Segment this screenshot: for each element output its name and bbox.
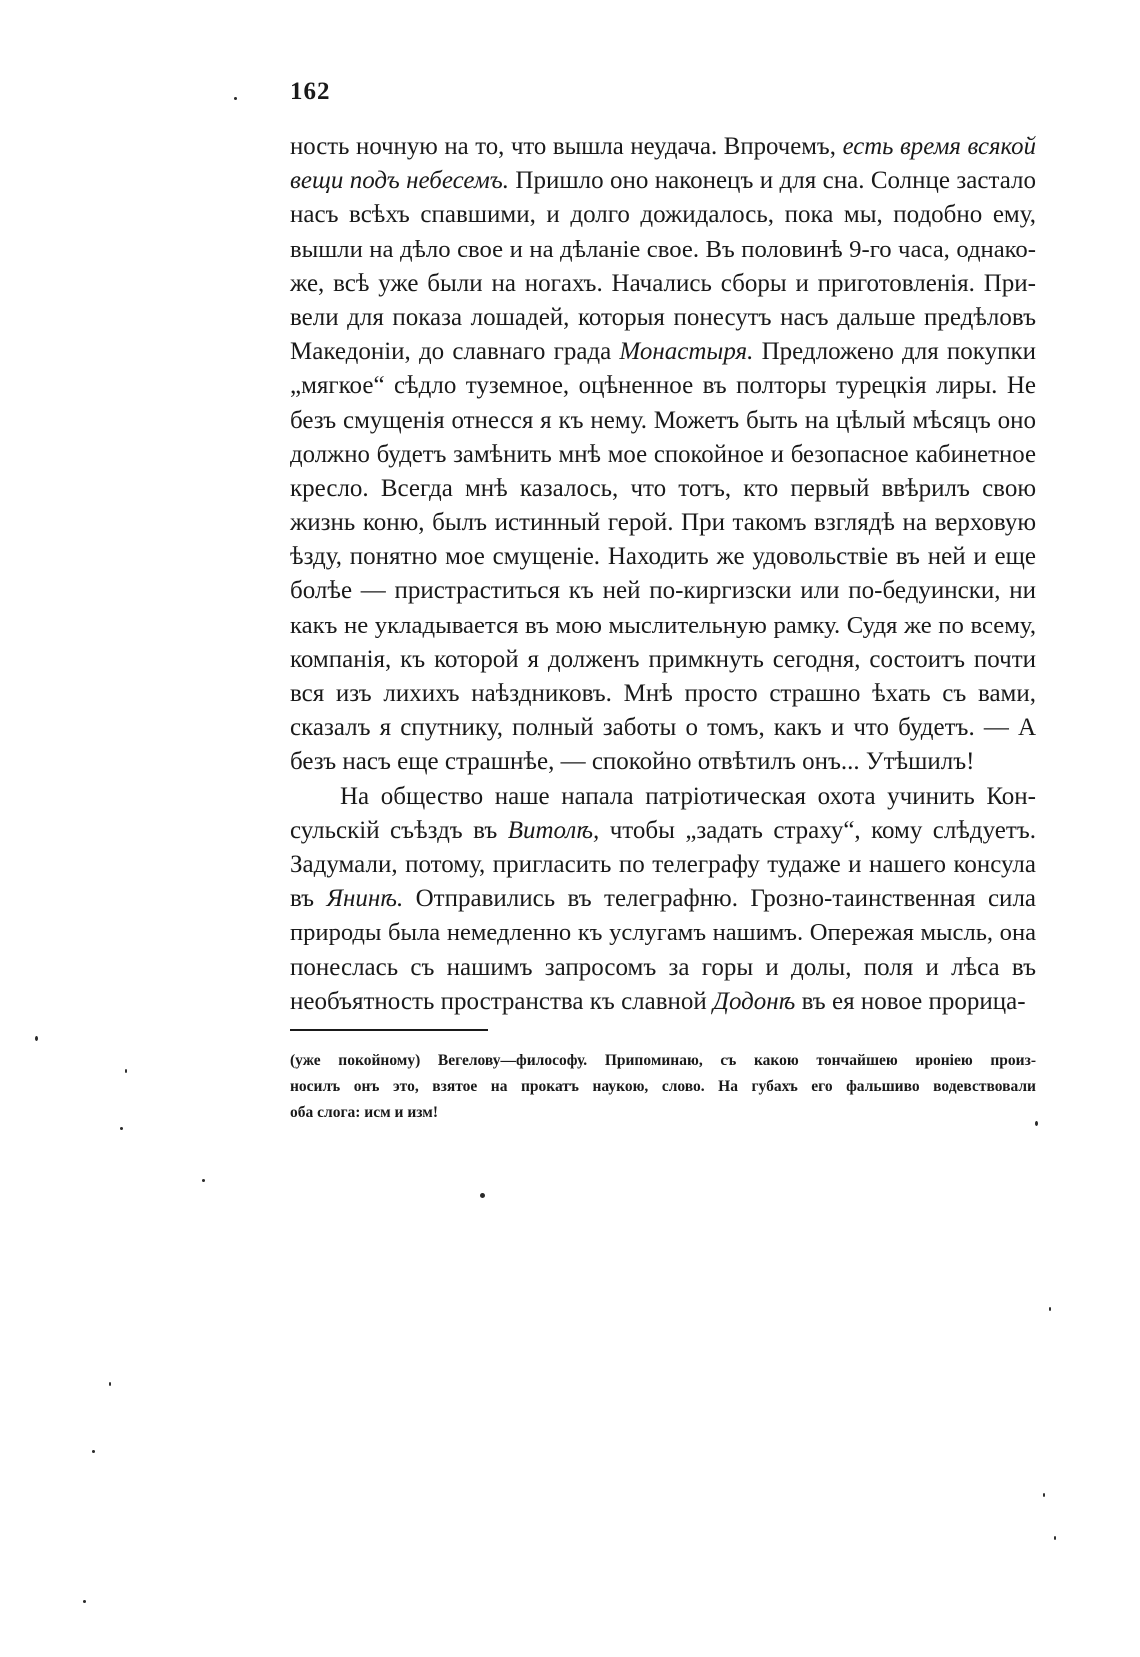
scan-speck — [234, 97, 237, 100]
text-run: безъ насъ еще страшнѣе, — спокойно отвѣтилъ онъ... Утѣшилъ! — [290, 748, 975, 776]
scan-speck — [1035, 1121, 1038, 1126]
text-run: компанія, къ которой я долженъ примкнуть сегодня, состоитъ почти — [290, 645, 1036, 673]
text-run: ность ночную на то, что вышла неудача. Впрочемъ, — [290, 133, 843, 160]
scan-speck — [480, 1193, 485, 1198]
text-line — [290, 745, 1036, 779]
text-line — [290, 130, 1036, 164]
text-run: Предложено для покупки — [753, 338, 1036, 366]
text-run: болѣе — пристраститься къ ней по-киргизски или по-бедуински, ни — [290, 577, 1036, 605]
text-run: Македоніи, до славнаго града — [290, 338, 620, 366]
text-run: сказалъ я спутнику, полный заботы о томъ, какъ и что будетъ. — А — [290, 714, 1036, 742]
scan-speck — [92, 1450, 95, 1453]
text-line — [290, 643, 1036, 677]
page-number: 162 — [290, 78, 331, 105]
main-text — [290, 130, 1036, 1019]
text-run: необъятность пространства къ славной — [290, 987, 714, 1015]
text-run: кресло. Всегда мнѣ казалось, что тотъ, кто первый ввѣрилъ свою — [290, 474, 1036, 502]
footnote-line: носилъ онъ это, взятое на прокатъ наукою, слово. На губахъ его фальшиво водевствовали — [290, 1078, 1036, 1095]
text-line — [290, 301, 1036, 335]
text-run: Задумали, потому, пригласить по телеграфу тудаже и нашего консула — [290, 850, 1036, 878]
scan-speck — [202, 1179, 205, 1182]
text-line — [290, 711, 1036, 745]
text-line — [290, 438, 1036, 472]
text-line — [290, 916, 1036, 950]
text-run: какъ не укладывается въ мою мыслительную рамку. Судя же по всему, — [290, 611, 1036, 639]
text-line — [290, 233, 1036, 267]
text-line — [290, 609, 1036, 643]
italic-text: Монастыря. — [619, 338, 754, 366]
text-run: вся изъ лихихъ наѣздниковъ. Мнѣ просто страшно ѣхать съ вами, — [290, 680, 1036, 707]
text-run: жизнь коню, былъ истинный герой. При такомъ взглядѣ на верховую — [290, 509, 1036, 537]
text-run: же, всѣ уже были на ногахъ. Начались сборы и приготовленія. При- — [290, 269, 1036, 297]
footnote-divider — [290, 1029, 488, 1031]
text-run: На общество наше напала патріотическая охота учинить Кон- — [340, 782, 1036, 810]
scan-speck — [1049, 1307, 1051, 1311]
scan-speck — [125, 1069, 127, 1073]
scan-speck — [1043, 1493, 1045, 1497]
text-run: въ — [290, 885, 327, 913]
text-line — [290, 814, 1036, 848]
text-run: понеслась съ нашимъ запросомъ за горы и долы, поля и лѣса въ — [290, 953, 1036, 981]
text-line — [290, 164, 1036, 198]
italic-text: есть время всякой — [842, 133, 1036, 160]
text-line — [290, 985, 1036, 1019]
text-line — [290, 335, 1036, 369]
text-line — [290, 540, 1036, 574]
text-line — [290, 677, 1036, 711]
text-line — [290, 198, 1036, 232]
text-run: Отправились въ телеграфню. Грозно-таинственная сила — [403, 885, 1037, 913]
text-line — [290, 472, 1036, 506]
text-line — [290, 267, 1036, 301]
text-run: чтобы „задать страху“, кому слѣдуетъ. — [599, 816, 1037, 844]
text-line — [290, 882, 1036, 916]
text-line — [290, 506, 1036, 540]
footnote-line: (уже покойному) Вегелову—философу. Припоминаю, съ какою тончайшею ироніею произ- — [290, 1052, 1036, 1069]
scan-speck — [83, 1600, 86, 1603]
text-line — [290, 404, 1036, 438]
footnote-line: оба слога: исм и изм! — [290, 1104, 438, 1121]
footnote-block — [290, 1048, 1036, 1126]
scan-speck — [1054, 1536, 1056, 1540]
text-run: ѣзду, понятно мое смущеніе. Находить же удовольствіе въ ней и еще — [290, 543, 1036, 571]
italic-text: Додонѣ — [713, 987, 796, 1015]
text-run: природы была немедленно къ услугамъ нашимъ. Опережая мысль, она — [290, 919, 1036, 947]
text-run: вышли на дѣло свое и на дѣланіе свое. Въ половинѣ 9-го часа, однако- — [290, 235, 1036, 263]
text-run: безъ смущенія отнесся я къ нему. Можетъ быть на цѣлый мѣсяцъ оно — [290, 406, 1036, 434]
text-run: сульскій съѣздъ въ — [290, 816, 508, 844]
text-run: „мягкое“ сѣдло туземное, оцѣненное въ полторы турецкія лиры. Не — [290, 372, 1036, 400]
italic-text: Янинѣ. — [326, 885, 404, 913]
text-line — [290, 369, 1036, 403]
scan-speck — [35, 1036, 38, 1041]
text-run: должно будетъ замѣнить мнѣ мое спокойное и безопасное кабинетное — [290, 440, 1036, 468]
text-line — [290, 848, 1036, 882]
text-run: въ ея новое прорица- — [795, 987, 1026, 1015]
text-line — [290, 951, 1036, 985]
text-line — [290, 574, 1036, 608]
text-run: вели для показа лошадей, которыя понесутъ насъ дальше предѣловъ — [290, 303, 1036, 331]
italic-text: Витолѣ, — [507, 816, 600, 844]
scan-speck — [109, 1382, 111, 1386]
scan-speck — [120, 1127, 123, 1130]
text-run: Пришло оно наконецъ и для сна. Солнце застало — [509, 167, 1036, 195]
italic-text: вещи подъ небесемъ. — [290, 167, 510, 195]
text-run: насъ всѣхъ спавшими, и долго дожидалось, пока мы, подобно ему, — [290, 201, 1036, 229]
text-line — [290, 780, 1036, 814]
